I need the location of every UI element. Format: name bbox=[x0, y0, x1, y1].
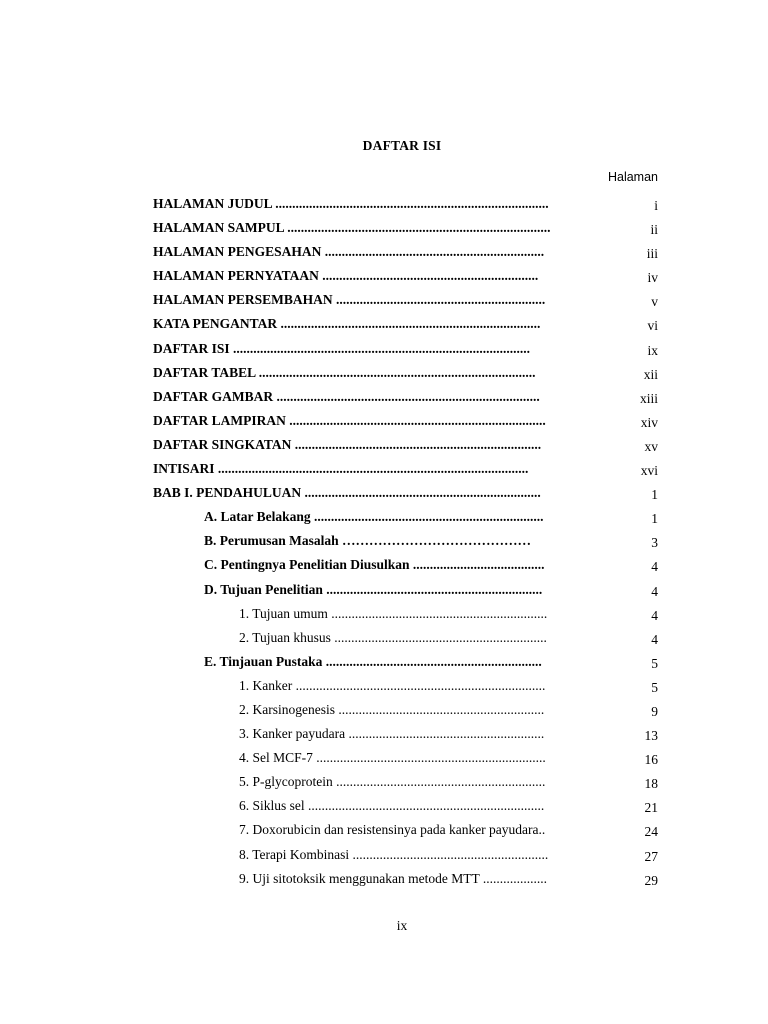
toc-entry-title: E. Tinjauan Pustaka ................................................................ bbox=[204, 653, 542, 669]
toc-row bbox=[0, 652, 768, 676]
toc-row bbox=[0, 531, 768, 555]
toc-entry-page: 5 bbox=[651, 655, 658, 671]
toc-entry-page: 13 bbox=[644, 728, 658, 744]
toc-entry-title: DAFTAR LAMPIRAN ............................................................................ bbox=[153, 412, 546, 428]
toc-entry-page: 29 bbox=[644, 872, 658, 888]
toc-row bbox=[0, 845, 768, 869]
toc-entry-title: DAFTAR SINGKATAN ......................................................................... bbox=[153, 436, 542, 452]
toc-entry-page: xiii bbox=[639, 390, 658, 406]
toc-entry-page: 5 bbox=[651, 679, 658, 695]
toc-entry-title: BAB I. PENDAHULUAN ...................................................................... bbox=[153, 485, 541, 501]
toc-row bbox=[0, 314, 768, 338]
toc-entry-title: HALAMAN JUDUL ................................................................................. bbox=[153, 196, 549, 211]
toc-entry-title: B. Perumusan Masalah …………………………………… bbox=[204, 533, 532, 549]
toc-row bbox=[0, 676, 768, 700]
toc-entry-title: 1. Kanker .......................................................................... bbox=[239, 677, 546, 693]
toc-entry-page: 1 bbox=[651, 487, 658, 503]
toc-entry-page: v bbox=[651, 294, 658, 310]
toc-entry-page: xvi bbox=[640, 463, 658, 479]
toc-entry-page: 18 bbox=[644, 776, 658, 792]
toc-entry-title: HALAMAN PENGESAHAN ................................................................. bbox=[153, 244, 545, 260]
page-column-label: Halaman bbox=[607, 170, 658, 184]
toc-row bbox=[0, 507, 768, 531]
toc-row bbox=[0, 820, 768, 844]
toc-row bbox=[0, 772, 768, 796]
toc-row bbox=[0, 218, 768, 242]
toc-entry-title: 5. P-glycoprotein .............................................................. bbox=[239, 774, 546, 790]
toc-entry-page: 21 bbox=[644, 800, 658, 816]
toc-row bbox=[0, 266, 768, 290]
toc-entry-page: 4 bbox=[651, 559, 658, 575]
toc-row bbox=[0, 363, 768, 387]
toc-entry-title: 1. Tujuan umum ................................................................ bbox=[239, 605, 548, 621]
toc-entry-page: 1 bbox=[651, 511, 658, 527]
toc-row bbox=[0, 387, 768, 411]
toc-entry-title: KATA PENGANTAR ............................................................................. bbox=[153, 316, 541, 332]
toc-entry-page: ix bbox=[647, 342, 658, 358]
toc-row bbox=[0, 700, 768, 724]
toc-entry-page: 4 bbox=[651, 607, 658, 623]
toc-entry-title: 4. Sel MCF-7 .................................................................... bbox=[239, 750, 546, 766]
toc-entry-page: xii bbox=[643, 366, 658, 382]
toc-entry-title: 3. Kanker payudara .......................................................... bbox=[239, 726, 545, 742]
toc-entry-page: iii bbox=[646, 246, 658, 262]
toc-row bbox=[0, 411, 768, 435]
toc-entry-page: xiv bbox=[640, 414, 658, 430]
toc-entry-title: 2. Tujuan khusus ............................................................... bbox=[239, 629, 547, 645]
toc-row bbox=[0, 290, 768, 314]
toc-row bbox=[0, 796, 768, 820]
toc-entry-title: A. Latar Belakang .................................................................... bbox=[204, 509, 544, 525]
toc-row bbox=[0, 435, 768, 459]
toc-row bbox=[0, 339, 768, 363]
toc-entry-title: HALAMAN PERNYATAAN ................................................................ bbox=[153, 268, 539, 284]
toc-entry-title: 2. Karsinogenesis ............................................................. bbox=[239, 701, 545, 717]
toc-entry-title: DAFTAR ISI ........................................................................................ bbox=[153, 340, 531, 356]
toc-row bbox=[0, 242, 768, 266]
toc-entry-title: HALAMAN PERSEMBAHAN .............................................................. bbox=[153, 292, 546, 308]
toc-entry-title: C. Pentingnya Penelitian Diusulkan ....................................... bbox=[204, 557, 545, 573]
toc-row bbox=[0, 580, 768, 604]
toc-entry-title: DAFTAR GAMBAR .............................................................................. bbox=[153, 388, 540, 404]
toc-entry-page: 27 bbox=[644, 848, 658, 864]
toc-row bbox=[0, 628, 768, 652]
toc-entry-page: ii bbox=[650, 222, 658, 238]
toc-entry-page: iv bbox=[647, 270, 658, 286]
toc-row bbox=[0, 555, 768, 579]
toc-row bbox=[0, 869, 768, 893]
toc-entry-title: D. Tujuan Penelitian ................................................................ bbox=[204, 581, 543, 597]
toc-entry-page: 4 bbox=[651, 583, 658, 599]
toc-entry-page: 9 bbox=[651, 703, 658, 719]
toc-entry-title: DAFTAR TABEL .................................................................................. bbox=[153, 364, 536, 380]
toc-entry-page: 24 bbox=[644, 824, 658, 840]
toc-row bbox=[0, 483, 768, 507]
toc-entry-title: 9. Uji sitotoksik menggunakan metode MTT ................... bbox=[239, 870, 547, 886]
toc-row bbox=[0, 194, 768, 218]
toc-entry-page: 4 bbox=[651, 631, 658, 647]
toc-row bbox=[0, 724, 768, 748]
toc-entry-page: 16 bbox=[644, 752, 658, 768]
table-of-contents bbox=[0, 194, 768, 893]
toc-entry-title: 8. Terapi Kombinasi .......................................................... bbox=[239, 846, 549, 862]
toc-row bbox=[0, 604, 768, 628]
toc-row bbox=[0, 459, 768, 483]
toc-entry-page: 3 bbox=[651, 535, 658, 551]
toc-entry-title: HALAMAN SAMPUL .............................................................................. bbox=[153, 220, 551, 236]
toc-entry-title: INTISARI ............................................................................................ bbox=[153, 461, 529, 477]
page-number: ix bbox=[396, 918, 408, 933]
toc-entry-title: 7. Doxorubicin dan resistensinya pada kanker payudara.. bbox=[239, 822, 546, 838]
toc-entry-page: vi bbox=[647, 318, 658, 334]
page-title: DAFTAR ISI bbox=[362, 138, 442, 153]
toc-entry-page: i bbox=[654, 198, 658, 213]
toc-entry-page: xv bbox=[644, 438, 658, 454]
toc-entry-title: 6. Siklus sel ...................................................................... bbox=[239, 798, 545, 814]
toc-row bbox=[0, 748, 768, 772]
